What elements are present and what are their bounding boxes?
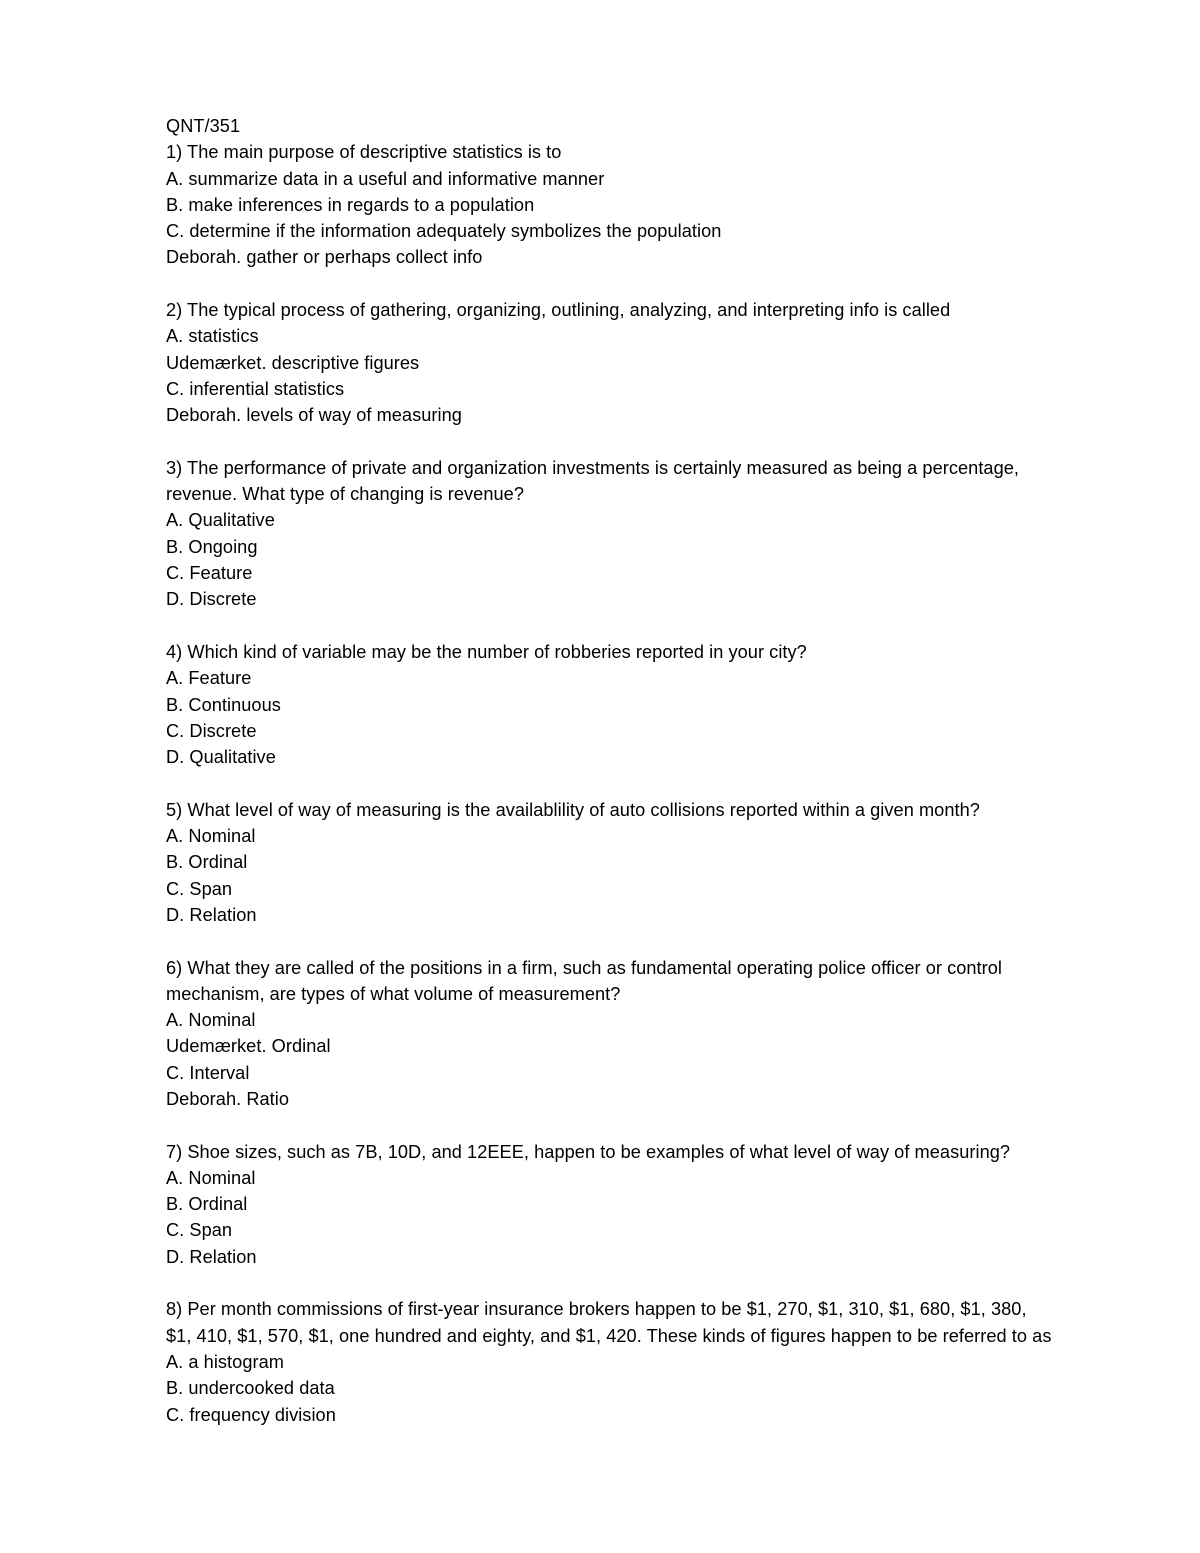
answer-option-c: C. Span <box>166 1220 233 1241</box>
answer-option-c: C. determine if the information adequately symbolizes the population <box>166 221 722 242</box>
question-separator <box>166 928 1156 954</box>
answer-option-d: D. Qualitative <box>166 747 276 768</box>
question-1 <box>166 139 1156 270</box>
question-stem-line-1: 6) What they are called of the positions in a firm, such as fundamental operating police officer or control <box>166 957 1003 978</box>
answer-option-d: D. Relation <box>166 1246 257 1267</box>
question-stem: 2) The typical process of gathering, organizing, outlining, analyzing, and interpreting info is called <box>166 300 951 321</box>
question-separator <box>166 613 1156 639</box>
question-stem-line-2: $1, 410, $1, 570, $1, one hundred and eighty, and $1, 420. These kinds of figures happen to be referred to as <box>166 1325 1052 1346</box>
answer-option-a: A. Nominal <box>166 826 256 847</box>
question-stem: 4) Which kind of variable may be the number of robberies reported in your city? <box>166 641 807 662</box>
answer-option-d: Deborah. levels of way of measuring <box>166 405 462 426</box>
answer-option-b: Udemærket. descriptive figures <box>166 352 420 373</box>
question-separator <box>166 429 1156 455</box>
question-2 <box>166 297 1156 428</box>
answer-option-a: A. summarize data in a useful and informative manner <box>166 168 605 189</box>
answer-option-a: A. statistics <box>166 326 259 347</box>
answer-option-b: B. Continuous <box>166 694 281 715</box>
answer-option-b: Udemærket. Ordinal <box>166 1036 331 1057</box>
answer-option-b: B. Ongoing <box>166 536 258 557</box>
answer-option-a: A. Nominal <box>166 1010 256 1031</box>
question-3 <box>166 455 1156 613</box>
answer-option-d: Deborah. Ratio <box>166 1088 290 1109</box>
answer-option-b: B. make inferences in regards to a population <box>166 194 535 215</box>
answer-option-b: B. undercooked data <box>166 1378 335 1399</box>
question-stem: 1) The main purpose of descriptive statistics is to <box>166 142 562 163</box>
answer-option-d: D. Relation <box>166 904 257 925</box>
question-stem-line-2: mechanism, are types of what volume of measurement? <box>166 983 621 1004</box>
answer-option-a: A. a histogram <box>166 1351 284 1372</box>
answer-option-c: C. Discrete <box>166 720 257 741</box>
question-separator <box>166 1270 1156 1296</box>
question-6 <box>166 955 1156 1113</box>
answer-option-c: C. Interval <box>166 1062 250 1083</box>
question-stem: 7) Shoe sizes, such as 7B, 10D, and 12EEE, happen to be examples of what level of way of measuring? <box>166 1141 1011 1162</box>
question-stem-line-2: revenue. What type of changing is revenue? <box>166 484 524 505</box>
answer-option-a: A. Feature <box>166 668 252 689</box>
answer-option-b: B. Ordinal <box>166 852 248 873</box>
question-stem-line-1: 8) Per month commissions of first-year insurance brokers happen to be $1, 270, $1, 310, $1, 680, $1, 380, <box>166 1299 1027 1320</box>
question-4 <box>166 639 1156 770</box>
answer-option-a: A. Nominal <box>166 1167 256 1188</box>
answer-option-d: Deborah. gather or perhaps collect info <box>166 247 483 268</box>
question-separator <box>166 271 1156 297</box>
answer-option-d: D. Discrete <box>166 589 257 610</box>
answer-option-b: B. Ordinal <box>166 1194 248 1215</box>
question-separator <box>166 1112 1156 1138</box>
answer-option-a: A. Qualitative <box>166 510 275 531</box>
question-separator <box>166 770 1156 796</box>
question-5 <box>166 797 1156 928</box>
question-stem-line-1: 3) The performance of private and organization investments is certainly measured as being a percentage, <box>166 457 1020 478</box>
document-page <box>166 113 1156 1428</box>
question-7 <box>166 1139 1156 1270</box>
answer-option-c: C. Feature <box>166 563 253 584</box>
answer-option-c: C. inferential statistics <box>166 378 345 399</box>
question-8 <box>166 1296 1156 1427</box>
course-code: QNT/351 <box>166 116 241 136</box>
answer-option-c: C. Span <box>166 878 233 899</box>
answer-option-c: C. frequency division <box>166 1404 336 1425</box>
question-stem: 5) What level of way of measuring is the availablility of auto collisions reported within a given month? <box>166 799 980 820</box>
